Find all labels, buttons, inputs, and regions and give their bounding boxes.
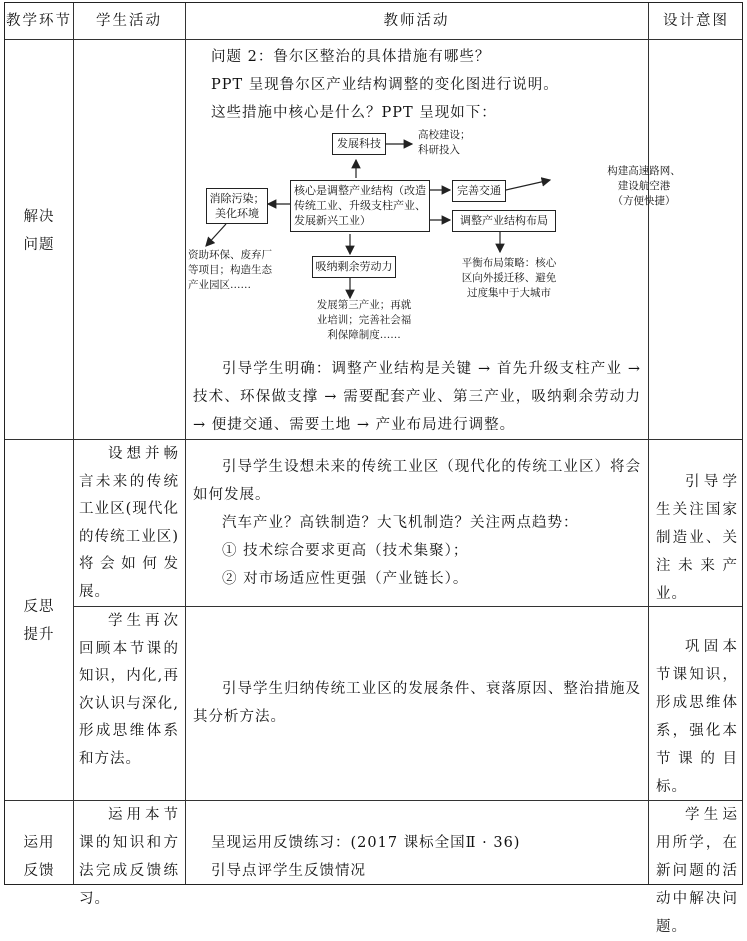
teacher-line: ② 对市场适应性更强（产业链长）。 (222, 571, 469, 587)
diagram-arrows (186, 128, 744, 348)
note-pollution: 资助环保、废弃厂 等项目；构造生态 产业园区…… (188, 249, 272, 291)
student-reflect-1: 设想并畅言未来的传统工业区(现代化的传统工业区)将会如何发展。 (79, 446, 179, 600)
note-layout: 平衡布局策略：核心 区向外援迁移、避免 过度集中于大城市 (461, 257, 557, 299)
box-labor: 吸纳剩余劳动力 (312, 256, 396, 278)
box-layout: 调整产业结构布局 (452, 210, 556, 232)
teacher-line: ① 技术综合要求更高（技术集聚）； (222, 543, 469, 559)
student-apply: 运用本节课的知识和方法完成反馈练习。 (79, 807, 179, 907)
teacher-reflect-1 (193, 453, 641, 593)
measures-diagram (186, 128, 744, 348)
box-pollution: 消除污染； 美化环境 (206, 188, 268, 224)
intent-reflect-1: 引导学生关注国家制造业、关注未来产业。 (656, 474, 738, 602)
teacher-solve-conclusion: 引导学生明确：调整产业结构是关键 → 首先升级支柱产业 → 技术、环保做支撑 → 需要配套产业、第三产业，吸纳剩余劳动力→ 便捷交通、需要土地 → 产业布局进行调整。 (193, 361, 641, 433)
arrow-transport-note (506, 180, 550, 190)
teacher-line: 汽车产业？高铁制造？大飞机制造？关注两点趋势： (222, 515, 579, 531)
row-divider (73, 606, 742, 607)
intent-reflect-2: 巩固本节课知识，形成思维体系，强化本节课的目标。 (656, 639, 738, 795)
header-stage: 教学环节 (6, 13, 72, 29)
note-tech: 高校建设； 科研投入 (418, 129, 471, 156)
note-transport: 构建高速路网、 建设航空港 （方便快捷） (607, 165, 681, 207)
stage-apply: 运用 反馈 (23, 835, 55, 879)
teacher-apply (211, 829, 641, 885)
intro-line: PPT 呈现鲁尔区产业结构调整的变化图进行说明。 (211, 77, 559, 93)
header-teacher: 教师活动 (383, 13, 450, 29)
teacher-reflect-2: 引导学生归纳传统工业区的发展条件、衰落原因、整治措施及其分析方法。 (193, 681, 641, 725)
header-student: 学生活动 (96, 13, 162, 29)
note-labor: 发展第三产业；再就 业培训；完善社会福 利保障制度…… (316, 299, 412, 341)
stage-reflect: 反思 提升 (23, 599, 55, 643)
stage-solve: 解决 问题 (23, 209, 55, 253)
intent-apply: 学生运用所学，在新问题的活动中解决问题。 (656, 807, 738, 935)
student-reflect-2: 学生再次回顾本节课的知识，内化,再次认识与深化,形成思维体系和方法。 (79, 613, 179, 767)
box-transport: 完善交通 (452, 180, 506, 202)
arrow-pollution-note (206, 224, 226, 246)
row-divider (5, 39, 742, 40)
teacher-solve-intro (211, 43, 641, 127)
box-core: 核心是调整产业结构（改造传统工业、升级支柱产业、发展新兴工业） (290, 180, 430, 232)
col-divider (73, 3, 74, 884)
teacher-line: 呈现运用反馈练习：(2017 课标全国Ⅱ · 36) (211, 835, 521, 851)
header-intent: 设计意图 (663, 13, 729, 29)
teacher-line: 引导学生设想未来的传统工业区（现代化的传统工业区）将会如何发展。 (193, 459, 641, 503)
box-tech: 发展科技 (332, 133, 386, 155)
intro-line: 这些措施中核心是什么？PPT 呈现如下： (211, 105, 497, 121)
teacher-line: 引导点评学生反馈情况 (211, 863, 366, 879)
row-divider (5, 439, 742, 440)
intro-line: 问题 2：鲁尔区整治的具体措施有哪些？ (211, 49, 491, 65)
